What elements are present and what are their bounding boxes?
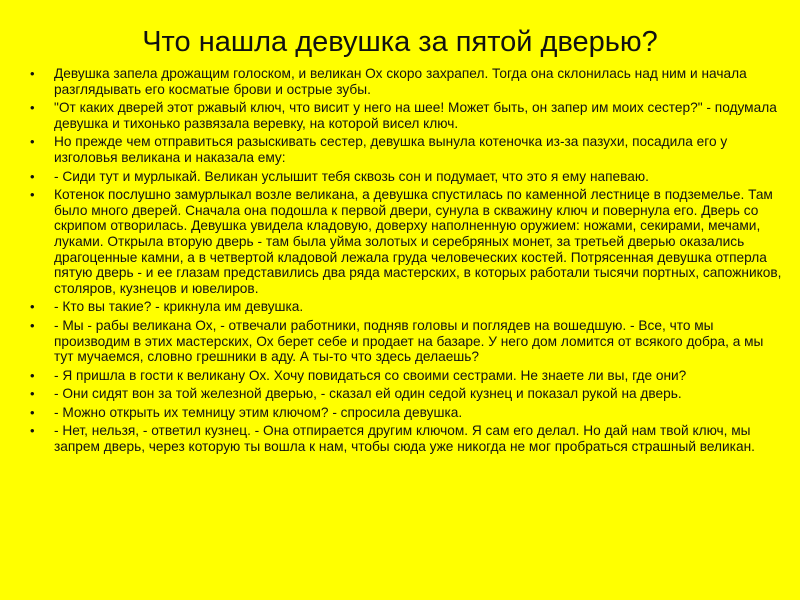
- bullet-item: • - Нет, нельзя, - ответил кузнец. - Она отпирается другим ключом. Я сам его делал. Но дай нам твой ключ, мы запрем дверь, через которую ты вошла к нам, чтобы сюда уже никогда не мог пробраться страшный великан.: [30, 423, 782, 454]
- bullet-item: • - Можно открыть их темницу этим ключом? - спросила девушка.: [30, 405, 782, 421]
- bullet-list: [30, 66, 782, 458]
- slide-title: Что нашла девушка за пятой дверью?: [142, 26, 658, 58]
- bullet-item: • - Я пришла в гости к великану Ох. Хочу повидаться со своими сестрами. Не знаете ли вы, где они?: [30, 368, 782, 384]
- bullet-item: • - Кто вы такие? - крикнула им девушка.: [30, 299, 782, 315]
- bullet-item: • Девушка запела дрожащим голоском, и великан Ох скоро захрапел. Тогда она склонилась над ним и начала разглядывать его косматые брови и острые зубы.: [30, 66, 782, 97]
- bullet-item: • - Сиди тут и мурлыкай. Великан услышит тебя сквозь сон и подумает, что это я ему напеваю.: [30, 169, 782, 185]
- bullet-item: • - Они сидят вон за той железной дверью, - сказал ей один седой кузнец и показал рукой на дверь.: [30, 386, 782, 402]
- bullet-item: • Котенок послушно замурлыкал возле великана, а девушка спустилась по каменной лестнице в подземелье. Там было много дверей. Сначала она подошла к первой двери, сунула в скважину ключ и повернула его. Дверь со скрипом отворилась. Девушка увидела кладовую, доверху наполненную оружием: ножами, секирами, мечами, луками. Открыла вторую дверь - там была уйма золотых и серебряных монет, за третьей дверью оказались драгоценные камни, а в четвертой кладовой лежала груда человеческих костей. Потрясенная девушка отперла пятую дверь - и ее глазам представились два ряда мастерских, в которых работали тысячи портных, сапожников, столяров, кузнецов и ювелиров.: [30, 187, 782, 296]
- bullet-item: • - Мы - рабы великана Ох, - отвечали работники, подняв головы и поглядев на вошедшую. - Все, что мы производим в этих мастерских, Ох берет себе и продает на базаре. У него дом ломится от всякого добра, а мы тут мучаемся, словно грешники в аду. А ты-то что здесь делаешь?: [30, 318, 782, 365]
- bullet-item: • Но прежде чем отправиться разыскивать сестер, девушка вынула котеночка из-за пазухи, посадила его у изголовья великана и наказала ему:: [30, 134, 782, 165]
- bullet-item: • "От каких дверей этот ржавый ключ, что висит у него на шее! Может быть, он запер им моих сестер?" - подумала девушка и тихонько развязала веревку, на которой висел ключ.: [30, 100, 782, 131]
